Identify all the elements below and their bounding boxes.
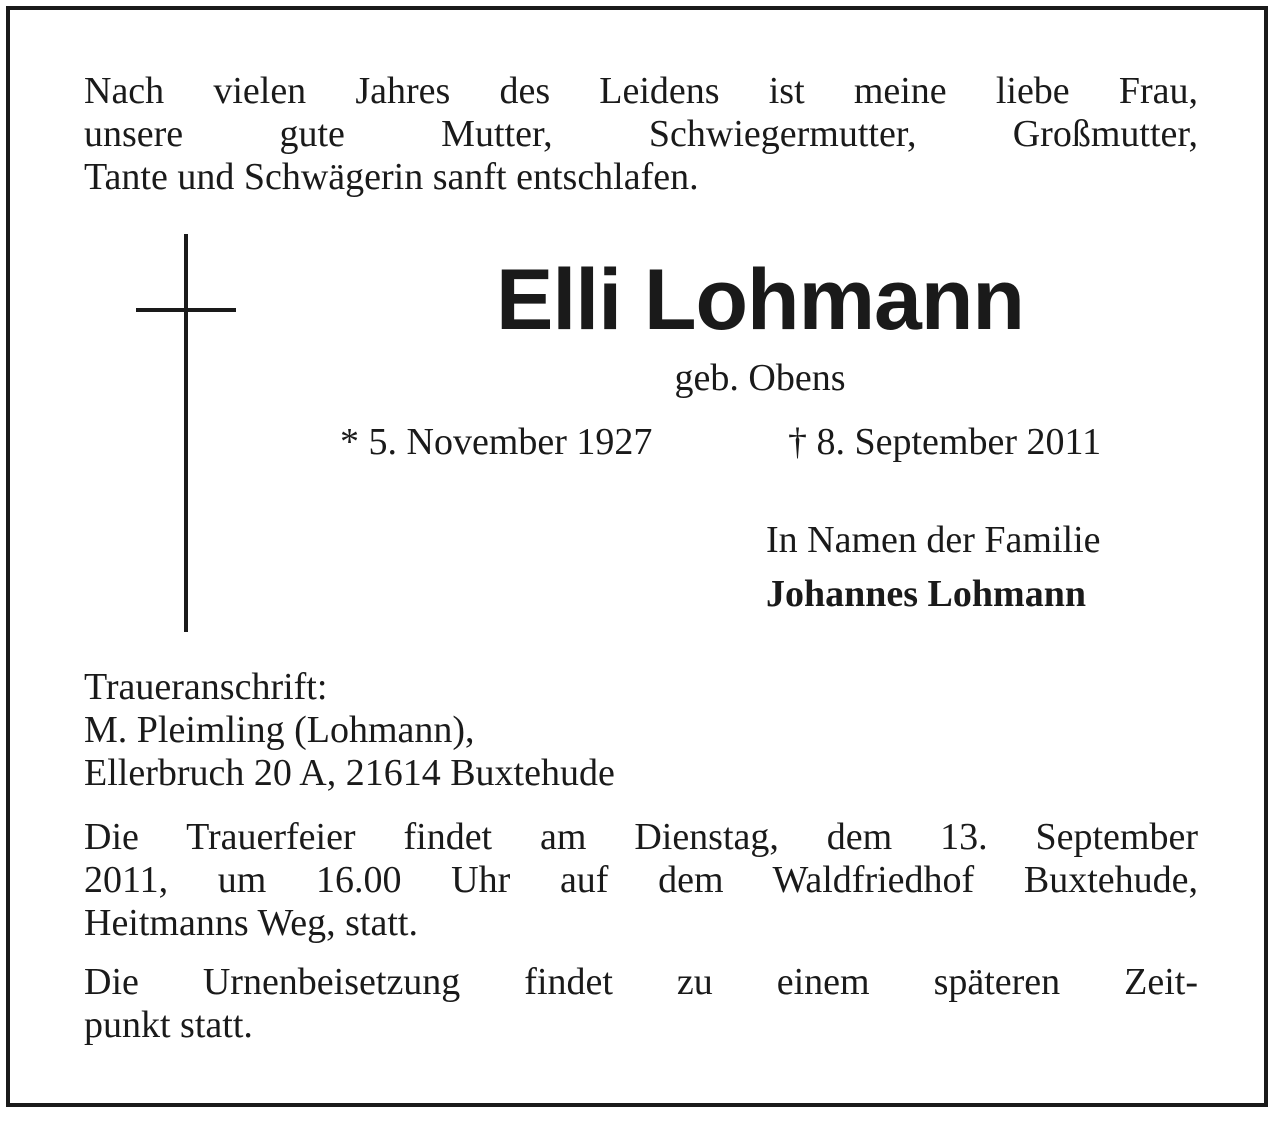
intro-line: unsere gute Mutter, Schwiegermutter, Großmutter, <box>84 113 1198 155</box>
intro-text <box>84 70 1198 199</box>
urn-burial-text <box>84 961 1198 1047</box>
urn-line: punkt statt. <box>84 1004 253 1046</box>
intro-line: Tante und Schwägerin sanft entschlafen. <box>84 156 699 198</box>
cross-horizontal-bar <box>136 308 236 312</box>
address-street-city: Ellerbruch 20 A, 21614 Buxtehude <box>84 752 615 794</box>
cross-vertical-bar <box>184 234 188 632</box>
ceremony-line: 2011, um 16.00 Uhr auf dem Waldfriedhof Buxtehude, <box>84 859 1198 901</box>
address-label: Traueranschrift: <box>84 666 328 708</box>
death-date: † 8. September 2011 <box>788 421 1102 463</box>
ceremony-text <box>84 816 1198 945</box>
maiden-name: geb. Obens <box>674 357 846 399</box>
deceased-name: Elli Lohmann <box>496 252 1024 348</box>
urn-line: Die Urnenbeisetzung findet zu einem späteren Zeit- <box>84 961 1198 1003</box>
intro-line: Nach vielen Jahres des Leidens ist meine liebe Frau, <box>84 70 1198 112</box>
ceremony-line: Heitmanns Weg, statt. <box>84 902 418 944</box>
birth-date: * 5. November 1927 <box>340 421 653 463</box>
address-name: M. Pleimling (Lohmann), <box>84 709 475 751</box>
mourning-address <box>84 666 615 795</box>
ceremony-line: Die Trauerfeier findet am Dienstag, dem 13. September <box>84 816 1198 858</box>
family-intro: In Namen der Familie <box>766 519 1101 561</box>
family-signatory: Johannes Lohmann <box>766 573 1086 615</box>
